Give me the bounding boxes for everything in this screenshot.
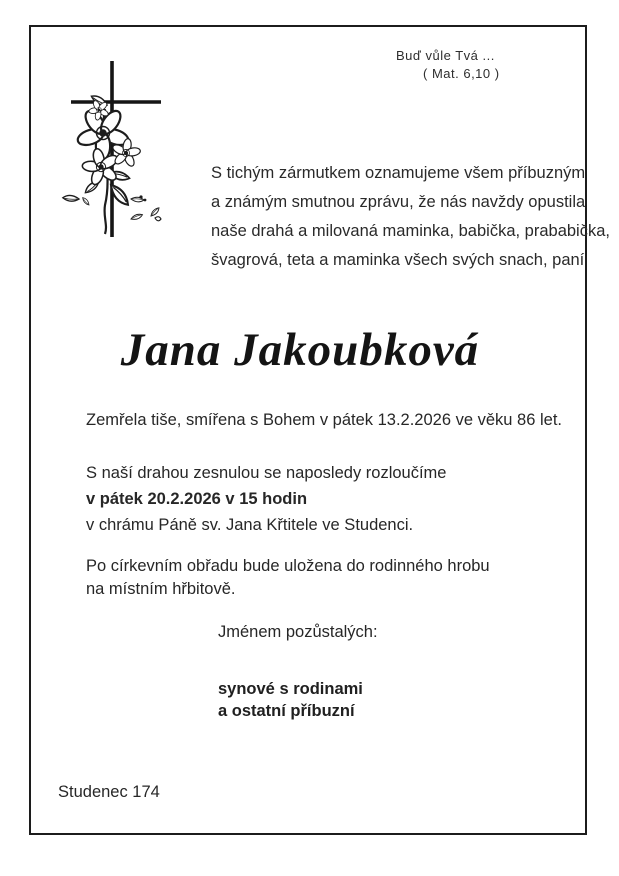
- cross-with-flowers-icon: [55, 53, 170, 243]
- death-date-line: Zemřela tiše, smířena s Bohem v pátek 13.2.2026 ve věku 86 let.: [86, 411, 562, 429]
- signoff-label: Jménem pozůstalých:: [218, 623, 378, 641]
- farewell-location: v chrámu Páně sv. Jana Křtitele ve Studenci.: [86, 516, 414, 534]
- scripture-reference: ( Mat. 6,10 ): [423, 66, 500, 81]
- announcement-paragraph: [211, 159, 610, 275]
- announcement-line: švagrová, teta a maminka všech svých snach, paní: [211, 251, 585, 269]
- announcement-line: naše drahá a milovaná maminka, babička, prababička,: [211, 222, 610, 240]
- burial-line: Po církevním obřadu bude uložena do rodinného hrobu: [86, 557, 490, 575]
- signoff-line: synové s rodinami: [218, 680, 363, 698]
- signoff-line: a ostatní příbuzní: [218, 702, 355, 720]
- farewell-intro: S naší drahou zesnulou se naposledy rozloučíme: [86, 464, 447, 482]
- farewell-datetime: v pátek 20.2.2026 v 15 hodin: [86, 490, 308, 508]
- burial-block: [86, 555, 490, 601]
- announcement-line: a známým smutnou zprávu, že nás navždy opustila: [211, 193, 586, 211]
- farewell-block: [86, 460, 446, 538]
- signoff-names: [218, 678, 363, 722]
- address: Studenec 174: [58, 783, 160, 801]
- scripture-quote: Buď vůle Tvá ...: [396, 48, 495, 63]
- burial-line: na místním hřbitově.: [86, 580, 236, 598]
- announcement-line: S tichým zármutkem oznamujeme všem příbuzným: [211, 164, 586, 182]
- deceased-name: Jana Jakoubková: [120, 324, 480, 376]
